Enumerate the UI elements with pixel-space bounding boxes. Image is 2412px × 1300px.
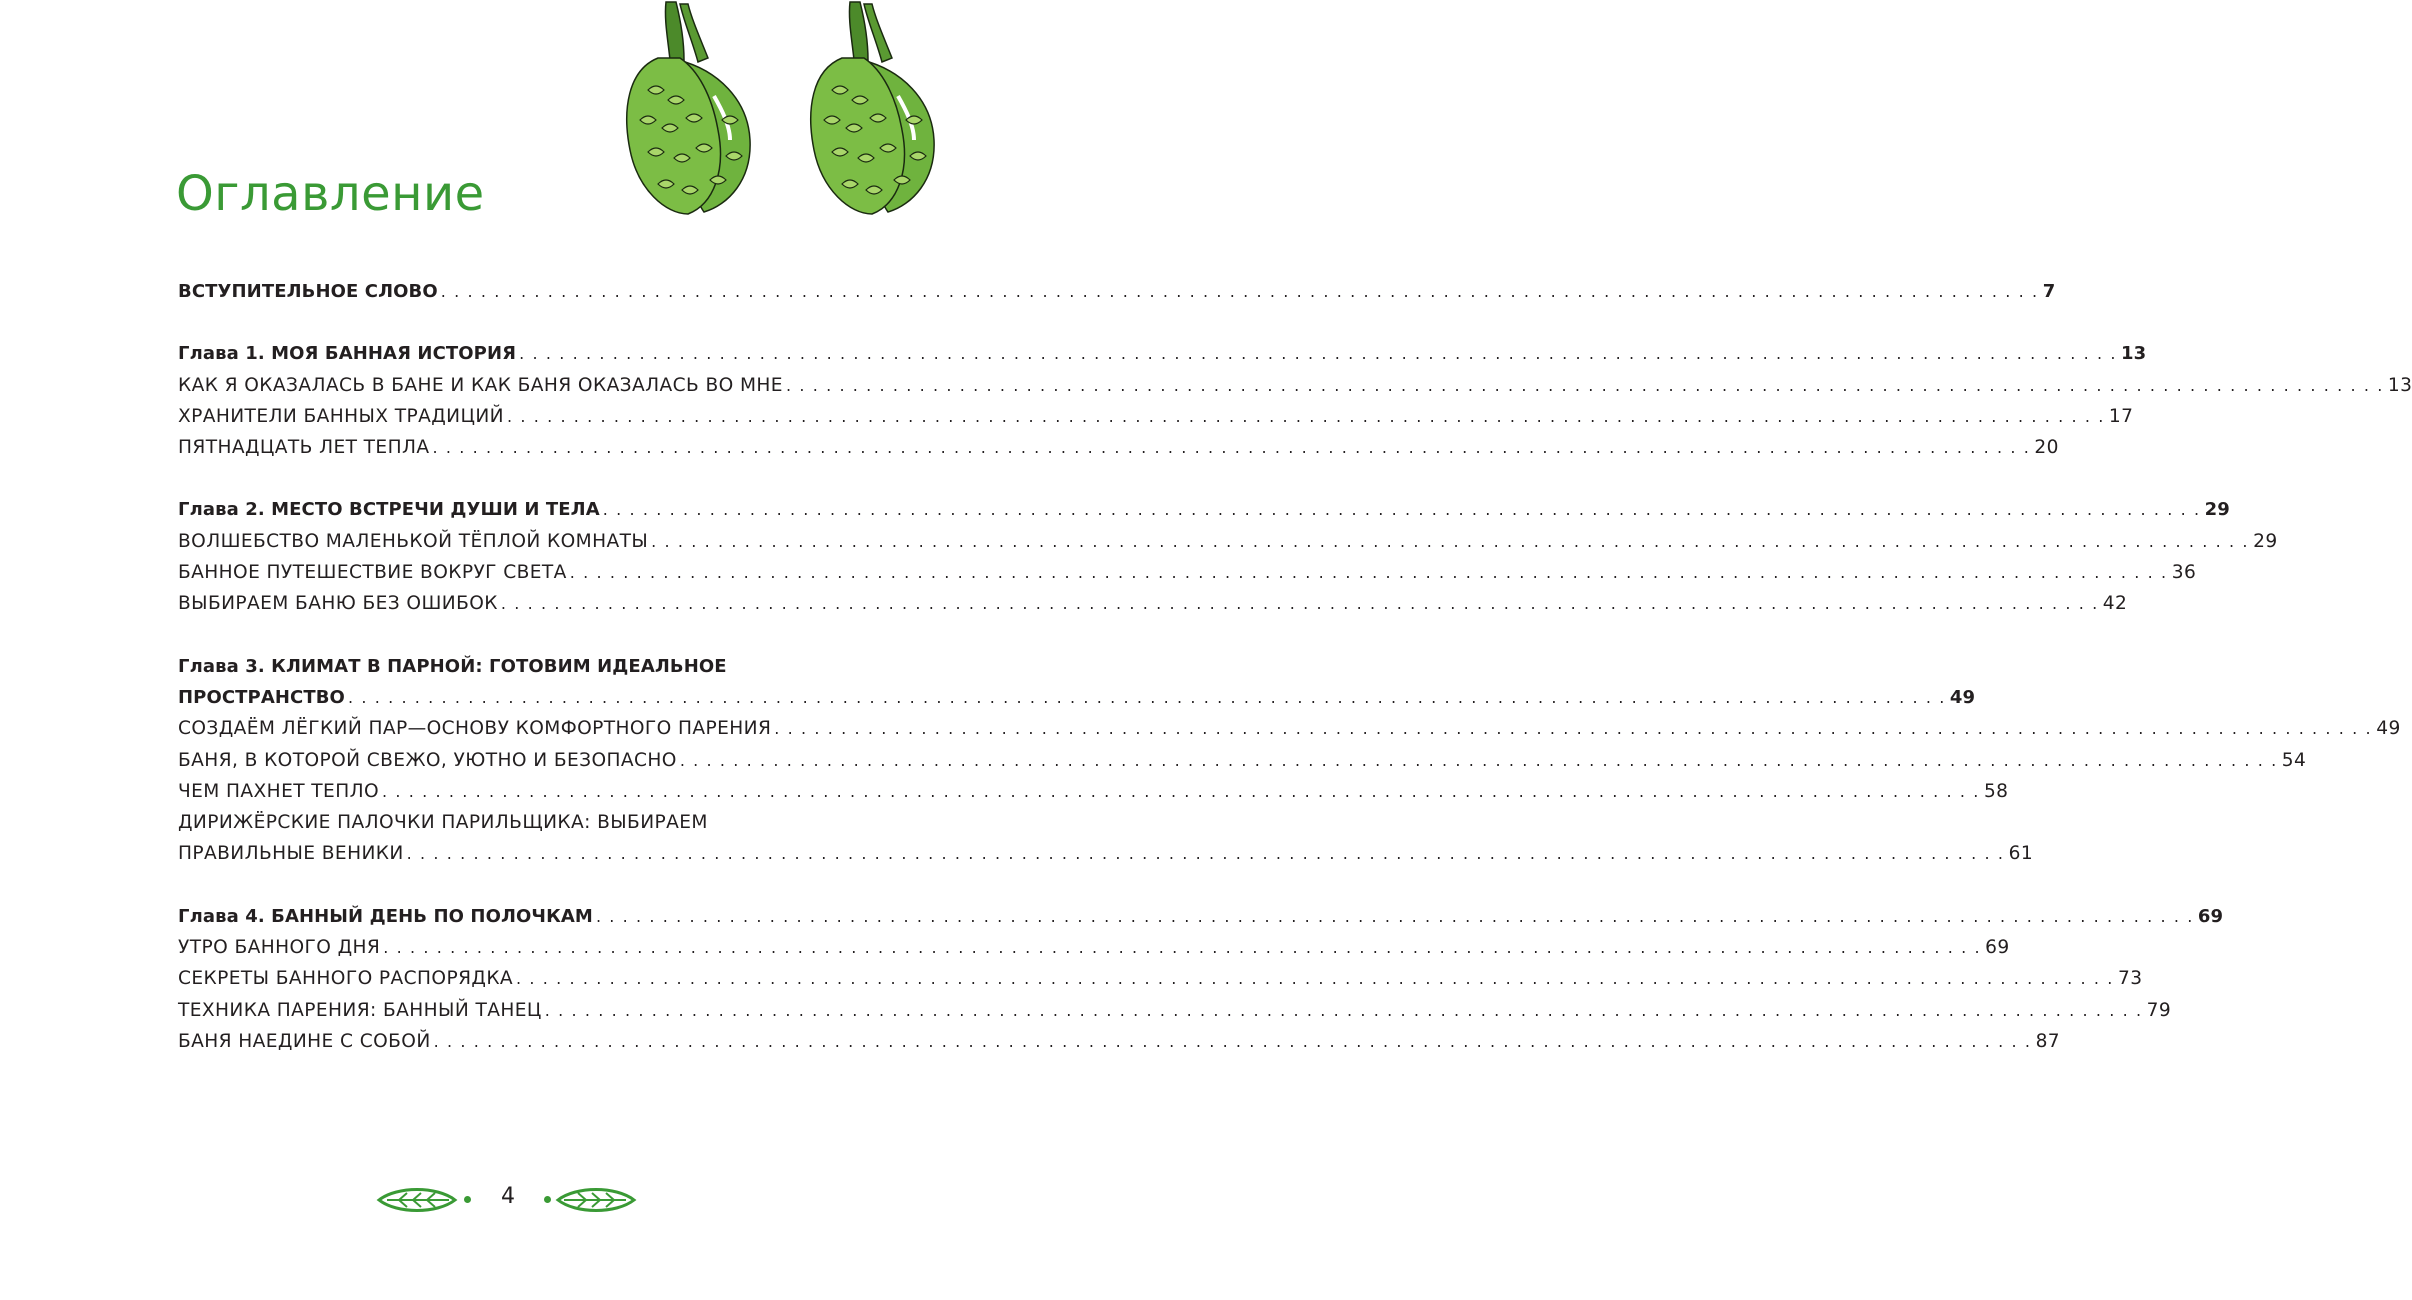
toc-page-number: 36 (2171, 562, 2197, 584)
birch-bath-brooms-icon (612, 0, 952, 222)
dot-leader: . . . . . . . . . . . . . . . . . . . . . . . . . . . . . . . . . . . . . . . . . . . . . . . . . . . . . . . . . . . . . . . . . . . . . . . . . . . . . . . . . . . . . . . . . . . . . . . . . . . . . . . . . . . . . . . . . . . . . . . . (602, 500, 2201, 520)
toc-entry-title: СЕКРЕТЫ БАННОГО РАСПОРЯДКА (178, 968, 514, 990)
toc-entry-title: ТЕХНИКА ПАРЕНИЯ: БАННЫЙ ТАНЕЦ (178, 999, 542, 1021)
toc-entry-row (178, 370, 2412, 401)
toc-entry-title: КАК Я ОКАЗАЛАСЬ В БАНЕ И КАК БАНЯ ОКАЗАЛАСЬ ВО МНЕ (178, 374, 783, 396)
toc-entry-title: БАННОЕ ПУТЕШЕСТВИЕ ВОКРУГ СВЕТА (178, 562, 567, 584)
dot-leader: . . . . . . . . . . . . . . . . . . . . . . . . . . . . . . . . . . . . . . . . . . . . . . . . . . . . . . . . . . . . . . . . . . . . . . . . . . . . . . . . . . . . . . . . . . . . . . . . . . . . . . . . . . . . . . . . . . . . . . . . (500, 594, 2099, 614)
toc-page-number: 69 (1985, 937, 2010, 959)
section-gap (178, 307, 840, 338)
toc-page-number: 42 (2102, 593, 2128, 615)
toc-page-number: 58 (1983, 780, 2009, 802)
toc-page-number: 61 (2008, 843, 2034, 865)
toc-page-number: 7 (2042, 281, 2056, 302)
toc-entry-row (178, 963, 2143, 994)
toc-entry-title: ПРОСТРАНСТВО (178, 686, 345, 708)
dot-leader: . . . . . . . . . . . . . . . . . . . . . . . . . . . . . . . . . . . . . . . . . . . . . . . . . . . . . . . . . . . . . . . . . . . . . . . . . . . . . . . . . . . . . . . . . . . . . . . . . . . . . . . . . . . . . . . . . . . . . . . . (347, 687, 1946, 707)
toc-entry-title: УТРО БАННОГО ДНЯ (178, 937, 381, 959)
toc-entry-title: ЧЕМ ПАХНЕТ ТЕПЛО (178, 780, 379, 802)
toc-entry-row (178, 1026, 2061, 1057)
toc-entry-row (178, 838, 2034, 869)
page-number: 4 (501, 1184, 515, 1209)
dot-leader: . . . . . . . . . . . . . . . . . . . . . . . . . . . . . . . . . . . . . . . . . . . . . . . . . . . . . . . . . . . . . . . . . . . . . . . . . . . . . . . . . . . . . . . . . . . . . . . . . . . . . . . . . . . . . . . . . . . . . . . . (433, 1031, 2032, 1051)
footer-dot (544, 1196, 551, 1203)
toc-entry-row (178, 776, 2009, 807)
toc-page-number: 73 (2117, 968, 2143, 990)
toc-entry-row (178, 588, 2128, 619)
dot-leader: . . . . . . . . . . . . . . . . . . . . . . . . . . . . . . . . . . . . . . . . . . . . . . . . . . . . . . . . . . . . . . . . . . . . . . . . . . . . . . . . . . . . . . . . . . . . . . . . . . . . . . . . . . . . . . . . . . . . . . . . (406, 844, 2005, 864)
toc-entry-row (178, 557, 2197, 588)
toc-chapter-row (178, 338, 2147, 369)
toc-chapter-row (178, 494, 2230, 525)
toc-entry-row (178, 932, 2010, 963)
footer-dot (464, 1196, 471, 1203)
leaf-icon (377, 1188, 457, 1212)
toc-entry-row (178, 432, 2059, 463)
toc-chapter-row (178, 651, 840, 682)
dot-leader: . . . . . . . . . . . . . . . . . . . . . . . . . . . . . . . . . . . . . . . . . . . . . . . . . . . . . . . . . . . . . . . . . . . . . . . . . . . . . . . . . . . . . . . . . . . . . . . . . . . . . . . . . . . . . . . . . . . . . . . . (569, 563, 2168, 583)
section-gap (178, 870, 840, 901)
dot-leader: . . . . . . . . . . . . . . . . . . . . . . . . . . . . . . . . . . . . . . . . . . . . . . . . . . . . . . . . . . . . . . . . . . . . . . . . . . . . . . . . . . . . . . . . . . . . . . . . . . . . . . . . . . . . . . . . . . . . . . . . (516, 969, 2114, 989)
dot-leader: . . . . . . . . . . . . . . . . . . . . . . . . . . . . . . . . . . . . . . . . . . . . . . . . . . . . . . . . . . . . . . . . . . . . . . . . . . . . . . . . . . . . . . . . . . . . . . . . . . . . . . . . . . . . . . . . . . . . . . . . (544, 1000, 2143, 1020)
toc-page-number: 20 (2034, 437, 2059, 459)
leaf-icon (556, 1188, 636, 1212)
toc-entry-title: ВЫБИРАЕМ БАНЮ БЕЗ ОШИБОК (178, 593, 498, 615)
toc-page-number: 17 (2108, 405, 2134, 427)
toc-entry-row (178, 995, 2172, 1026)
dot-leader: . . . . . . . . . . . . . . . . . . . . . . . . . . . . . . . . . . . . . . . . . . . . . . . . . . . . . . . . . . . . . . . . . . . . . . . . . . . . . . . . . . . . . . . . . . . . . . . . . . . . . . . . . . . . . . . . . . . . . . . . (432, 438, 2031, 458)
toc-page-number: 13 (2121, 343, 2147, 365)
dot-leader: . . . . . . . . . . . . . . . . . . . . . . . . . . . . . . . . . . . . . . . . . . . . . . . . . . . . . . . . . . . . . . . . . . . . . . . . . . . . . . . . . . . . . . . . . . . . . . . . . . . . . . . . . . . . . . . . . . . . . . . . (383, 938, 1982, 958)
toc-chapter-row (178, 276, 2056, 307)
toc-entry-title: СОЗДАЁМ ЛЁГКИЙ ПАР—ОСНОВУ КОМФОРТНОГО ПАРЕНИЯ (178, 718, 772, 740)
toc-chapter-row (178, 901, 2224, 932)
toc-page-number: 13 (2387, 374, 2412, 396)
section-gap (178, 463, 840, 494)
toc-entry-title: ПЯТНАДЦАТЬ ЛЕТ ТЕПЛА (178, 437, 430, 459)
section-gap (178, 620, 840, 651)
dot-leader: . . . . . . . . . . . . . . . . . . . . . . . . . . . . . . . . . . . . . . . . . . . . . . . . . . . . . . . . . . . . . . . . . . . . . . . . . . . . . . . . . . . . . . . . . . . . . . . . . . . . . . . . . . . . . . . . . . . . . . . . (506, 406, 2105, 426)
toc-entry-title: Глава 1. МОЯ БАННАЯ ИСТОРИЯ (178, 343, 517, 365)
toc-page-number: 49 (2376, 718, 2401, 740)
dot-leader: . . . . . . . . . . . . . . . . . . . . . . . . . . . . . . . . . . . . . . . . . . . . . . . . . . . . . . . . . . . . . . . . . . . . . . . . . . . . . . . . . . . . . . . . . . . . . . . . . . . . . . . . . . . . . . . . . . . . . . . . (382, 781, 1980, 801)
toc-entry-title: ДИРИЖЁРСКИЕ ПАЛОЧКИ ПАРИЛЬЩИКА: ВЫБИРАЕМ (178, 812, 708, 834)
dot-leader: . . . . . . . . . . . . . . . . . . . . . . . . . . . . . . . . . . . . . . . . . . . . . . . . . . . . . . . . . . . . . . . . . . . . . . . . . . . . . . . . . . . . . . . . . . . . . . . . . . . . . . . . . . . . . . . . . . . . . . . . (651, 531, 2250, 551)
toc-chapter-row (178, 682, 1976, 713)
toc-page-number: 54 (2281, 749, 2307, 771)
toc-page-number: 69 (2197, 905, 2224, 927)
toc-entry-row (178, 807, 840, 838)
page-footer (0, 1180, 987, 1220)
dot-leader: . . . . . . . . . . . . . . . . . . . . . . . . . . . . . . . . . . . . . . . . . . . . . . . . . . . . . . . . . . . . . . . . . . . . . . . . . . . . . . . . . . . . . . . . . . . . . . . . . . . . . . . . . . . . . . . . . . . . . . . . (679, 750, 2278, 770)
table-of-contents (178, 276, 2412, 1057)
dot-leader: . . . . . . . . . . . . . . . . . . . . . . . . . . . . . . . . . . . . . . . . . . . . . . . . . . . . . . . . . . . . . . . . . . . . . . . . . . . . . . . . . . . . . . . . . . . . . . . . . . . . . . . . . . . . . . . . . . . . . . . . (774, 719, 2373, 739)
toc-entry-row (178, 526, 2278, 557)
toc-entry-row (178, 713, 2401, 744)
toc-entry-title: ХРАНИТЕЛИ БАННЫХ ТРАДИЦИЙ (178, 405, 504, 427)
dot-leader: . . . . . . . . . . . . . . . . . . . . . . . . . . . . . . . . . . . . . . . . . . . . . . . . . . . . . . . . . . . . . . . . . . . . . . . . . . . . . . . . . . . . . . . . . . . . . . . . . . . . . . . . . . . . . . . . . . . . . . . . (785, 375, 2384, 395)
dot-leader: . . . . . . . . . . . . . . . . . . . . . . . . . . . . . . . . . . . . . . . . . . . . . . . . . . . . . . . . . . . . . . . . . . . . . . . . . . . . . . . . . . . . . . . . . . . . . . . . . . . . . . . . . . . . . . . . . . . . . . . . (519, 344, 2118, 364)
toc-entry-title: БАНЯ, В КОТОРОЙ СВЕЖО, УЮТНО И БЕЗОПАСНО (178, 749, 677, 771)
toc-page-number: 29 (2253, 530, 2278, 552)
toc-entry-title: Глава 4. БАННЫЙ ДЕНЬ ПО ПОЛОЧКАМ (178, 905, 593, 927)
dot-leader: . . . . . . . . . . . . . . . . . . . . . . . . . . . . . . . . . . . . . . . . . . . . . . . . . . . . . . . . . . . . . . . . . . . . . . . . . . . . . . . . . . . . . . . . . . . . . . . . . . . . . . . . . . . . . . . . . . . . . . . . (595, 906, 2194, 926)
toc-page-number: 49 (1949, 686, 1976, 708)
toc-entry-row (178, 401, 2134, 432)
toc-entry-title: ВОЛШЕБСТВО МАЛЕНЬКОЙ ТЁПЛОЙ КОМНАТЫ (178, 530, 649, 552)
toc-entry-title: Глава 2. МЕСТО ВСТРЕЧИ ДУШИ И ТЕЛА (178, 499, 600, 521)
dot-leader: . . . . . . . . . . . . . . . . . . . . . . . . . . . . . . . . . . . . . . . . . . . . . . . . . . . . . . . . . . . . . . . . . . . . . . . . . . . . . . . . . . . . . . . . . . . . . . . . . . . . . . . . . . . . . . . . . . . . . . . . (440, 282, 2039, 301)
toc-entry-title: ВСТУПИТЕЛЬНОЕ СЛОВО (178, 281, 438, 302)
toc-page-number: 87 (2035, 1030, 2061, 1052)
toc-page-number: 29 (2204, 499, 2230, 521)
toc-entry-title: БАНЯ НАЕДИНЕ С СОБОЙ (178, 1030, 431, 1052)
page-title: Оглавление (176, 166, 485, 222)
toc-page-number: 79 (2146, 999, 2172, 1021)
toc-entry-title: Глава 3. КЛИМАТ В ПАРНОЙ: ГОТОВИМ ИДЕАЛЬНОЕ (178, 655, 727, 677)
toc-entry-title: ПРАВИЛЬНЫЕ ВЕНИКИ (178, 843, 404, 865)
toc-entry-row (178, 745, 2307, 776)
